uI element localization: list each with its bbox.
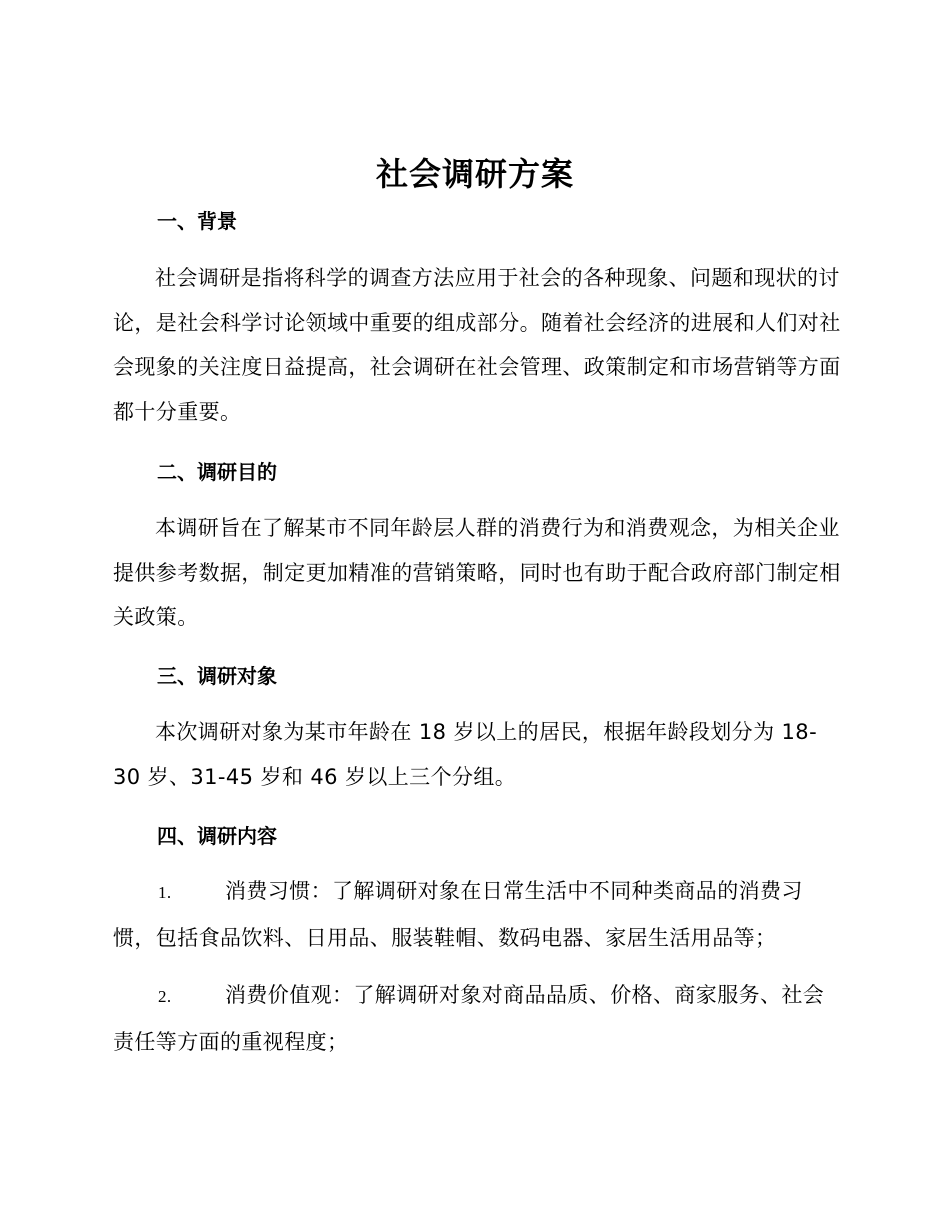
section-paragraph-purpose: 本调研旨在了解某市不同年龄层人群的消费行为和消费观念，为相关企业提供参考数据，制定更加精准的营销策略，同时也有助于配合政府部门制定相关政策。 [113,516,841,629]
list-item-text: 消费习惯：了解调研对象在日常生活中不同种类商品的消费习惯，包括食品饮料、日用品、服装鞋帽、数码电器、家居生活用品等； [113,879,803,950]
document-title: 社会调研方案 [375,155,574,193]
list-item-number: 1. [158,883,172,902]
list-item [113,973,843,1064]
section-paragraph-background: 社会调研是指将科学的调查方法应用于社会的各种现象、问题和现状的讨论，是社会科学讨论领域中重要的组成部分。随着社会经济的进展和人们对社会现象的关注度日益提高，社会调研在社会管理、政策制定和市场营销等方面都十分重要。 [113,266,841,424]
list-item-text: 消费价值观：了解调研对象对商品品质、价格、商家服务、社会责任等方面的重视程度； [113,983,825,1054]
list-item-number: 2. [158,987,172,1006]
section-heading-subjects: 三、调研对象 [157,664,277,688]
section-paragraph-subjects: 本次调研对象为某市年龄在 18 岁以上的居民，根据年龄段划分为 18-30 岁、31-45 岁和 46 岁以上三个分组。 [113,720,818,789]
section-heading-purpose: 二、调研目的 [157,460,277,484]
section-heading-content: 四、调研内容 [157,824,277,848]
section-heading-background: 一、背景 [157,209,237,233]
list-item [113,869,843,960]
